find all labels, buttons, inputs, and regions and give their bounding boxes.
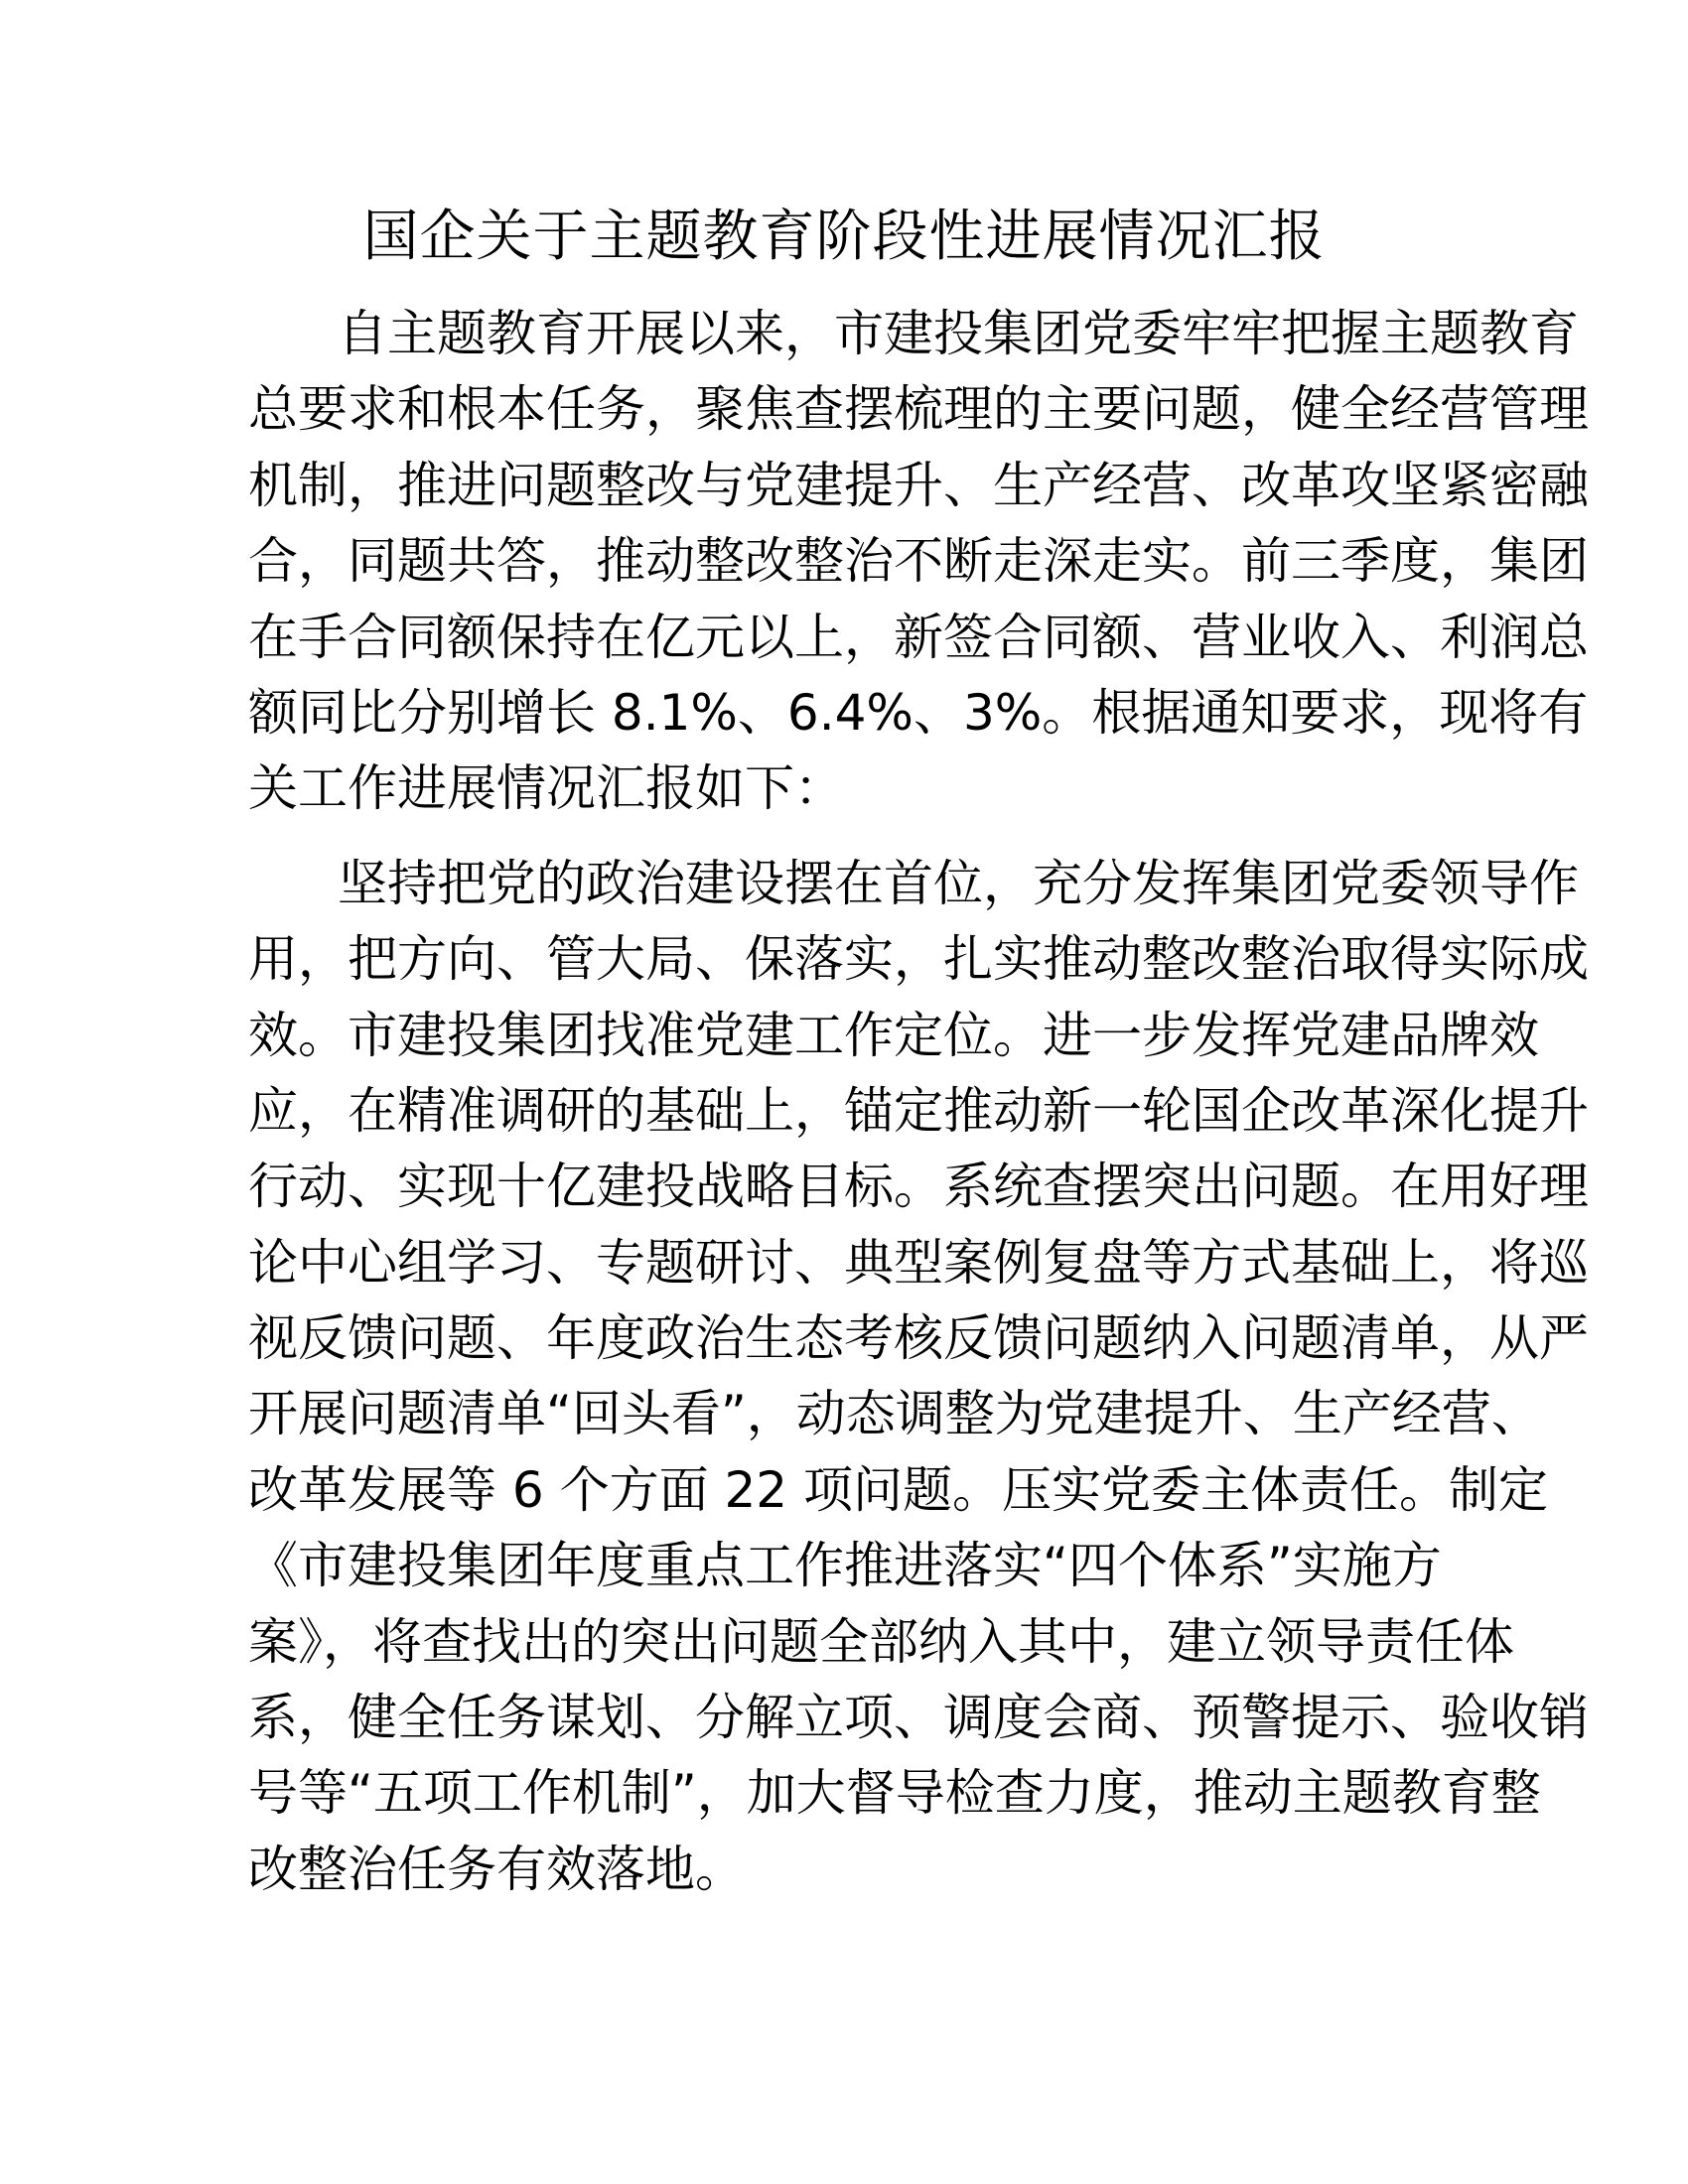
paragraph-line: 案》，将查找出的突出问题全部纳入其中，建立领导责任体 bbox=[248, 1612, 1514, 1671]
paragraph-line: 行动、实现十亿建投战略目标。系统查摆突出问题。在用好理 bbox=[248, 1158, 1589, 1216]
paragraph-line: 改整治任务有效落地。 bbox=[248, 1840, 745, 1898]
paragraph-line: 论中心组学习、专题研讨、典型案例复盘等方式基础上，将巡 bbox=[248, 1233, 1589, 1292]
paragraph-line: 自主题教育开展以来，市建投集团党委牢牢把握主题教育 bbox=[338, 305, 1579, 362]
paragraph bbox=[248, 296, 1589, 827]
paragraph-line: 合，同题共答，推动整改整治不断走深走实。前三季度，集团 bbox=[248, 532, 1589, 591]
paragraph-line: 改革发展等 6 个方面 22 项问题。压实党委主体责任。制定 bbox=[248, 1460, 1549, 1519]
paragraph-line: 在手合同额保持在亿元以上，新签合同额、营业收入、利润总 bbox=[248, 608, 1589, 666]
paragraph bbox=[248, 846, 1589, 1907]
document-title: 国企关于主题教育阶段性进展情况汇报 bbox=[362, 205, 1326, 269]
paragraph-line: 号等“五项工作机制”，加大督导检查力度，推动主题教育整 bbox=[248, 1764, 1541, 1823]
document-body bbox=[248, 296, 1589, 1926]
paragraph-line: 应，在精准调研的基础上，锚定推动新一轮国企改革深化提升 bbox=[248, 1081, 1589, 1140]
paragraph-line: 《市建投集团年度重点工作推进落实“四个体系”实施方 bbox=[248, 1537, 1442, 1595]
paragraph-line: 效。市建投集团找准党建工作定位。进一步发挥党建品牌效 bbox=[248, 1006, 1539, 1064]
paragraph-line: 用，把方向、管大局、保落实，扎实推动整改整治取得实际成 bbox=[248, 930, 1589, 989]
paragraph-line: 总要求和根本任务，聚焦查摆梳理的主要问题，健全经营管理 bbox=[248, 380, 1589, 439]
paragraph-line: 机制，推进问题整改与党建提升、生产经营、改革攻坚紧密融 bbox=[248, 456, 1589, 514]
paragraph-line: 开展问题清单“回头看”，动态调整为党建提升、生产经营、 bbox=[248, 1385, 1541, 1443]
paragraph-line: 关工作进展情况汇报如下： bbox=[248, 759, 844, 818]
paragraph-line: 视反馈问题、年度政治生态考核反馈问题纳入问题清单，从严 bbox=[248, 1309, 1589, 1368]
paragraph-line: 坚持把党的政治建设摆在首位，充分发挥集团党委领导作 bbox=[338, 854, 1579, 912]
paragraph-line: 额同比分别增长 8.1%、6.4%、3%。根据通知要求，现将有 bbox=[248, 683, 1589, 742]
paragraph-line: 系，健全任务谋划、分解立项、调度会商、预警提示、验收销 bbox=[248, 1689, 1589, 1747]
